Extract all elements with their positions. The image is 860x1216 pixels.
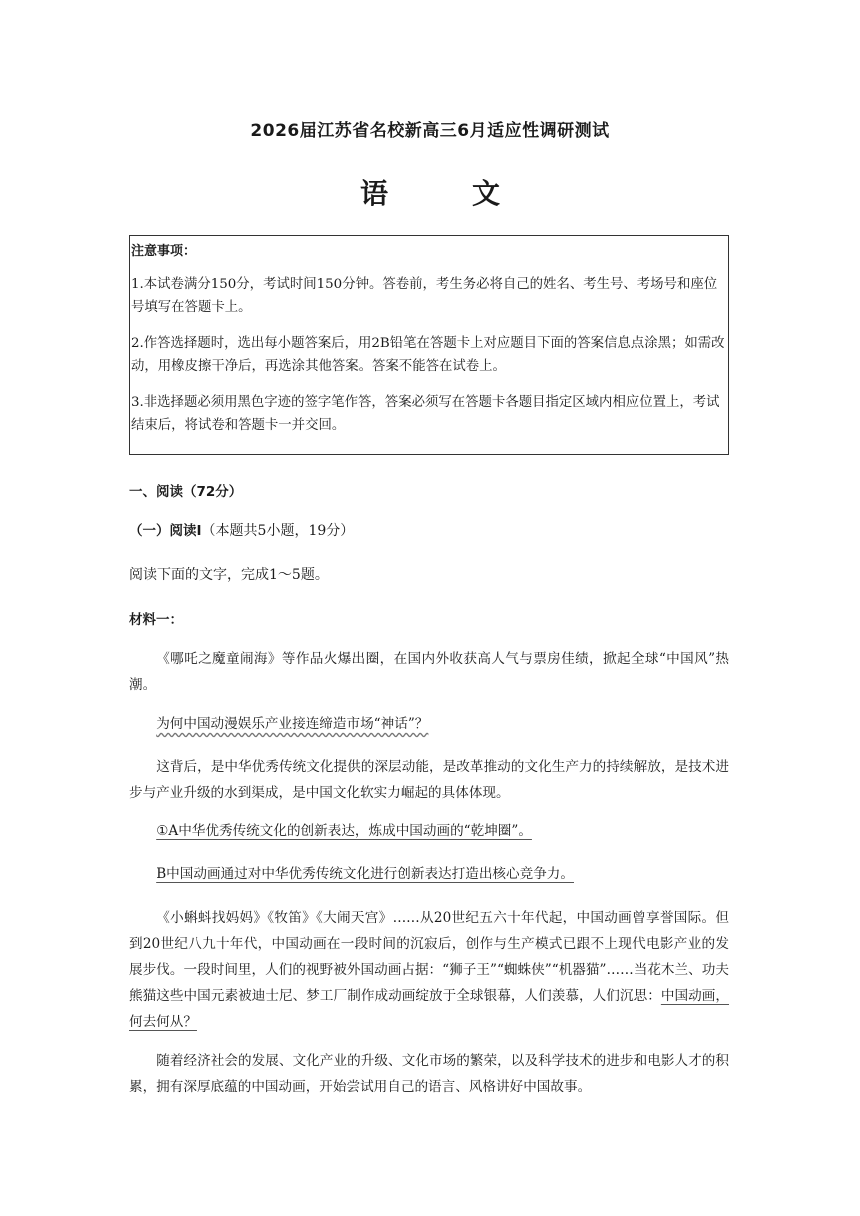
subsection-note: （本题共5小题，19分） (201, 523, 355, 539)
subsection-heading (129, 519, 354, 540)
notice-box (129, 235, 729, 455)
notice-item-1: 1.本试卷满分150分，考试时间150分钟。答卷前，考生务必将自己的姓名、考生号、考场号和座位号填写在答题卡上。 (131, 277, 718, 315)
subsection-title: （一）阅读Ⅰ (129, 523, 202, 539)
option-a (129, 818, 729, 844)
material-label: 材料一： (129, 612, 183, 628)
paragraph-3-main: 《小蝌蚪找妈妈》《牧笛》《大闹天宫》……从20世纪五六十年代起，中国动画曾享誉国际。但到20世纪八九十年代，中国动画在一段时间的沉寂后，创作与生产模式已跟不上现代电影产业的发展步伐。一段时间里，人们的视野被外国动画占据：“狮子王”“蜘蛛侠”“机器猫”……当花木兰、功夫熊猫这些中国元素被迪士尼、梦工厂制作成动画绽放于全球银幕，人们羡慕，人们沉思： (129, 910, 729, 1004)
notice-heading: 注意事项： (131, 244, 197, 259)
question-line (129, 711, 729, 737)
option-b-text: B中国动画通过对中华优秀传统文化进行创新表达打造出核心竞争力。 (156, 866, 574, 882)
notice-item-2: 2.作答选择题时，选出每小题答案后，用2B铅笔在答题卡上对应题目下面的答案信息点涂黑；如需改动，用橡皮擦干净后，再选涂其他答案。答案不能答在试卷上。 (131, 336, 725, 374)
option-b (129, 861, 729, 887)
passage-paragraph-1: 《哪吒之魔童闹海》等作品火爆出圈，在国内外收获高人气与票房佳绩，掀起全球“中国风”热潮。 (129, 651, 729, 693)
subject-char-2: 文 (472, 177, 501, 210)
paragraph-3-underlined: 中国动画，何去何从？ (129, 988, 730, 1030)
subject-heading (0, 172, 860, 212)
reading-instruction: 阅读下面的文字，完成1～5题。 (129, 567, 329, 583)
subject-char-1: 语 (359, 177, 388, 210)
passage-paragraph-3 (129, 905, 729, 1035)
passage-paragraph-4: 随着经济社会的发展、文化产业的升级、文化市场的繁荣，以及科学技术的进步和电影人才的积累，拥有深厚底蕴的中国动画，开始尝试用自己的语言、风格讲好中国故事。 (129, 1053, 729, 1095)
notice-item-3: 3.非选择题必须用黑色字迹的签字笔作答，答案必须写在答题卡各题目指定区域内相应位置上，考试结束后，将试卷和答题卡一并交回。 (131, 395, 720, 433)
passage-paragraph-2: 这背后，是中华优秀传统文化提供的深层动能，是改革推动的文化生产力的持续解放，是技术进步与产业升级的水到渠成，是中国文化软实力崛起的具体体现。 (129, 759, 729, 801)
question-line-text: 为何中国动漫娱乐产业接连缔造市场“神话”？ (156, 716, 429, 732)
section-heading: 一、阅读（72分） (129, 484, 243, 500)
exam-title: 2026届江苏省名校新高三6月适应性调研测试 (250, 121, 610, 141)
option-a-text: ①A中华优秀传统文化的创新表达，炼成中国动画的“乾坤圈”。 (156, 823, 532, 839)
